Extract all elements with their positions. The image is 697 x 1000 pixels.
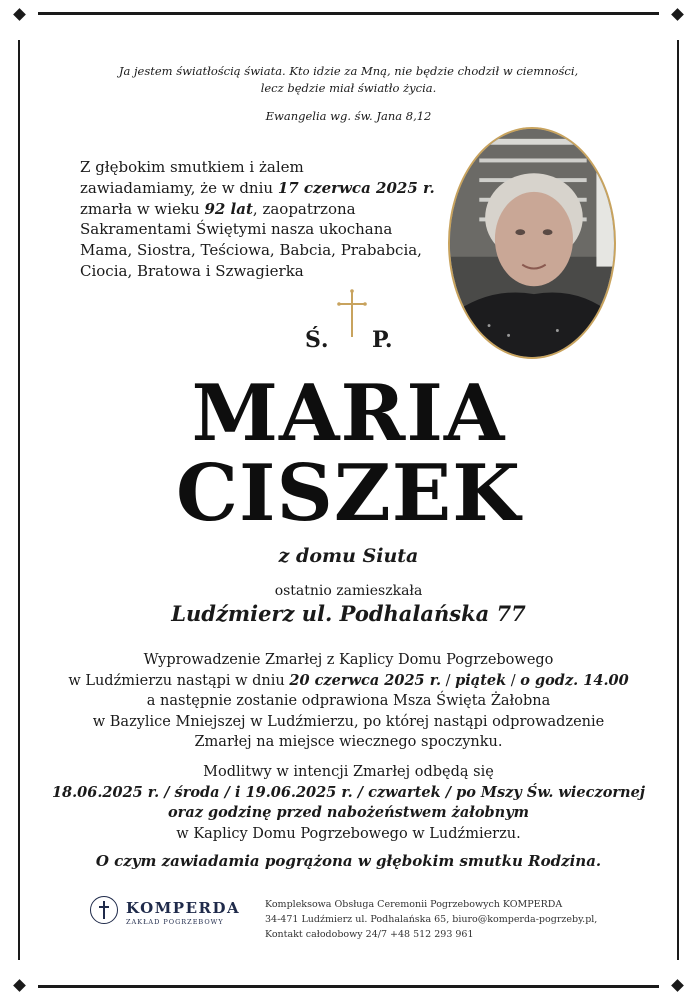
- funeral-line: a następnie zostanie odprawiona Msza Święta Żałobna: [146, 693, 551, 710]
- intro-line: Z głębokim smutkiem i żalem: [80, 158, 304, 176]
- sp-left-letter: Ś.: [305, 327, 329, 353]
- prayer-line: oraz godzinę przed nabożeństwem żałobnym: [168, 804, 529, 822]
- intro-line: Sakramentami Świętymi nasza ukochana: [80, 220, 393, 239]
- funeral-line: [40, 671, 657, 692]
- corner-diamond-icon: [671, 979, 684, 992]
- intro-line: Mama, Siostra, Teściowa, Babcia, Prababcia,: [80, 241, 422, 260]
- contact-line: Kompleksowa Obsługa Ceremonii Pogrzebowych KOMPERDA: [265, 899, 563, 910]
- separator: /: [441, 672, 456, 689]
- logo-cross-icon: [90, 896, 118, 924]
- bible-quote: [80, 63, 617, 97]
- corner-diamond-icon: [13, 8, 26, 21]
- funeral-time: o godz. 14.00: [520, 671, 629, 689]
- closing-line: O czym zawiadamia pogrążona w głębokim smutku Rodzina.: [95, 852, 602, 870]
- announcement-intro: [80, 157, 480, 282]
- residence-address: Ludźmierz ul. Podhalańska 77: [171, 601, 526, 626]
- first-name: MARIA: [191, 368, 506, 459]
- maiden-name: z domu Siuta: [278, 545, 419, 567]
- last-name: CISZEK: [175, 448, 522, 539]
- corner-diamond-icon: [671, 8, 684, 21]
- funeral-line: w Bazylice Mniejszej w Ludźmierzu, po której nastąpi odprowadzenie: [92, 713, 605, 730]
- intro-line: Ciocia, Bratowa i Szwagierka: [80, 261, 304, 280]
- intro-text: zawiadamiamy, że w dniu: [80, 178, 278, 197]
- intro-line: [80, 199, 480, 220]
- funeral-date: 20 czerwca 2025 r.: [289, 671, 442, 689]
- logo-subtitle: ZAKŁAD POGRZEBOWY: [126, 918, 224, 926]
- corner-diamond-icon: [13, 979, 26, 992]
- quote-line: lecz będzie miał światło życia.: [260, 81, 437, 95]
- frame-top-line: [38, 12, 659, 15]
- logo-name: KOMPERDA: [126, 899, 241, 917]
- contact-line: 34-471 Ludźmierz ul. Podhalańska 65, biuro@komperda-pogrzeby.pl,: [265, 914, 598, 925]
- funeral-day: piątek: [455, 671, 507, 689]
- residence-label: ostatnio zamieszkała: [274, 583, 423, 599]
- portrait-image: [450, 129, 614, 357]
- death-date: 17 czerwca 2025 r.: [277, 178, 435, 197]
- cross-icon: [335, 289, 369, 339]
- prayer-line: w Kaplicy Domu Pogrzebowego w Ludźmierzu.: [176, 825, 521, 842]
- portrait-photo: [448, 127, 616, 359]
- sp-right-letter: P.: [372, 327, 393, 353]
- quote-line: Ja jestem światłością świata. Kto idzie za Mną, nie będzie chodził w ciemności,: [118, 64, 579, 78]
- company-contact: [265, 897, 597, 942]
- age: 92 lat: [204, 199, 253, 218]
- prayer-dates: 18.06.2025 r. / środa / i 19.06.2025 r. / czwartek / po Mszy Św. wieczornej: [51, 783, 646, 801]
- contact-line: Kontakt całodobowy 24/7 +48 512 293 961: [265, 929, 474, 940]
- intro-line: [80, 178, 480, 199]
- funeral-details: [40, 650, 657, 753]
- prayer-details: [40, 762, 657, 844]
- intro-text: , zaopatrzona: [252, 199, 356, 218]
- separator: /: [506, 672, 521, 689]
- prayer-line: Modlitwy w intencji Zmarłej odbędą się: [203, 764, 494, 780]
- frame-bottom-line: [38, 985, 659, 988]
- company-logo: [90, 896, 240, 936]
- quote-source: Ewangelia wg. św. Jana 8,12: [265, 109, 432, 123]
- funeral-line: Wyprowadzenie Zmarłej z Kaplicy Domu Pogrzebowego: [143, 652, 554, 668]
- funeral-line: Zmarłej na miejsce wiecznego spoczynku.: [194, 734, 503, 751]
- intro-text: zmarła w wieku: [80, 199, 205, 218]
- funeral-text: w Ludźmierzu nastąpi w dniu: [68, 672, 290, 689]
